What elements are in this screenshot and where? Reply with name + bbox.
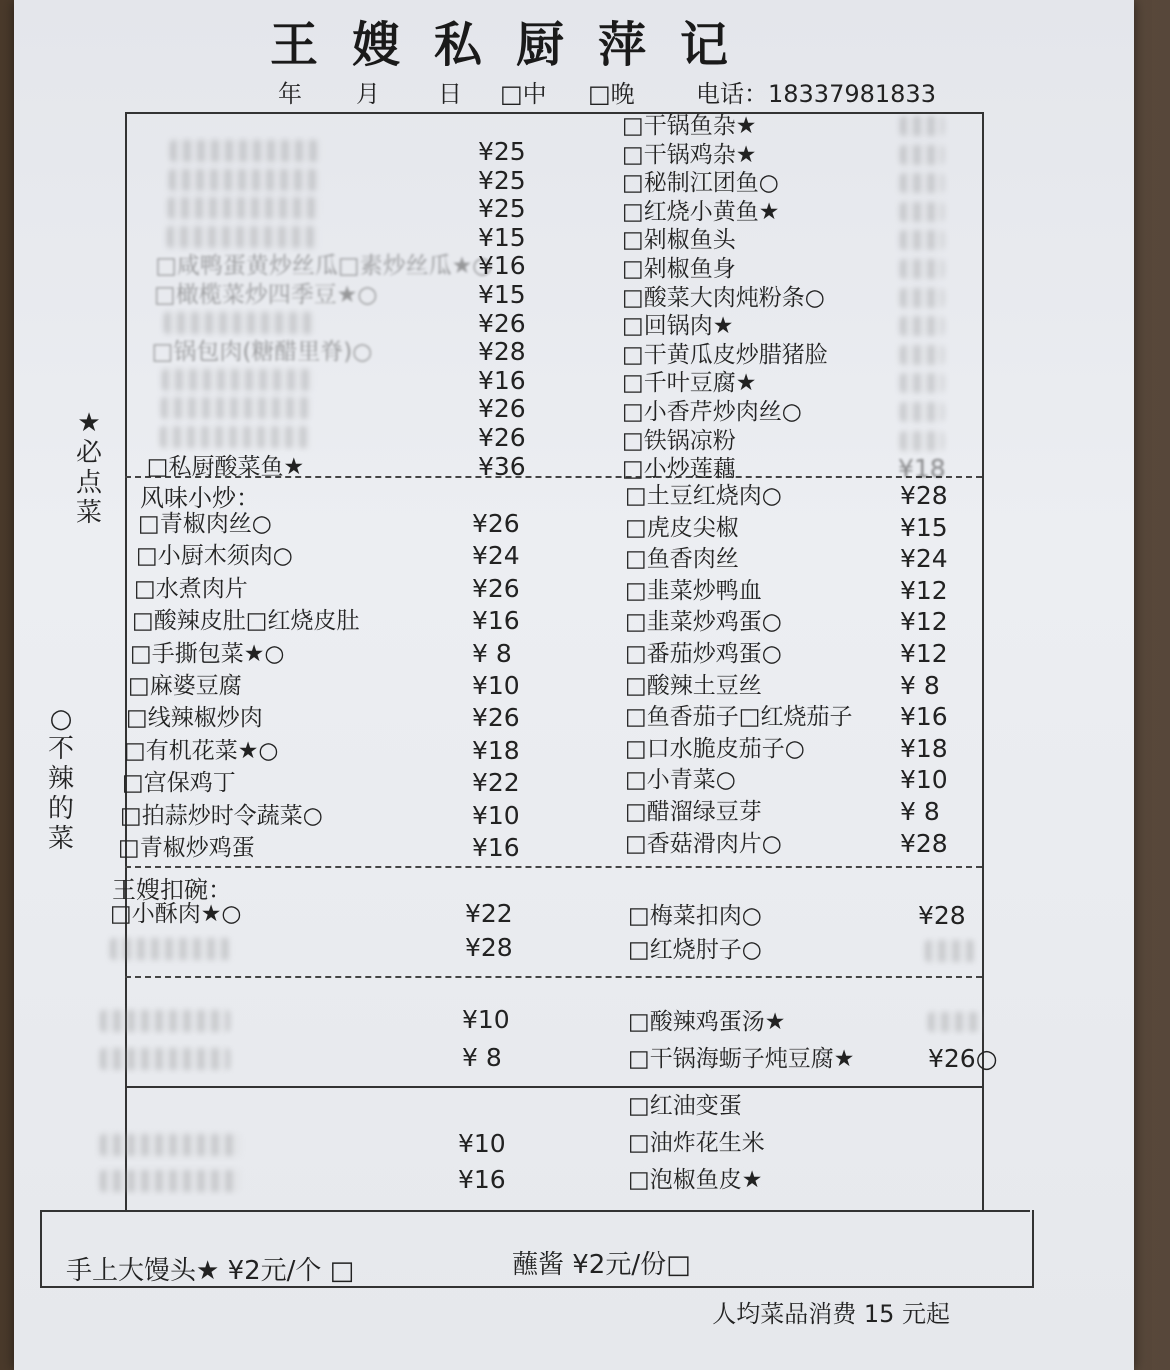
menu-item[interactable]: □有机花菜★○ (124, 737, 279, 764)
menu-price: ¥10 (462, 1005, 510, 1034)
menu-item[interactable]: □油炸花生米 (628, 1130, 765, 1156)
menu-price: ¥16 (478, 365, 526, 395)
menu-price: ¥26 (472, 573, 520, 603)
menu-item[interactable]: □酸辣土豆丝 (625, 672, 762, 699)
menu-price: ¥24 (472, 541, 520, 571)
dinner-checkbox[interactable]: □晚 (588, 80, 635, 108)
section-heading-bowls: 王嫂扣碗： (112, 876, 232, 904)
menu-item[interactable]: □番茄炒鸡蛋○ (625, 641, 782, 667)
redacted-price (900, 402, 944, 422)
redacted-item (100, 1170, 240, 1192)
redacted-item (167, 226, 317, 248)
menu-item[interactable]: □秘制江团鱼○ (622, 170, 779, 197)
menu-item[interactable]: □水煮肉片 (134, 575, 248, 602)
menu-price: ¥10 (900, 765, 948, 795)
redacted-item (160, 426, 310, 448)
menu-item[interactable]: □青椒炒鸡蛋 (118, 835, 255, 861)
mantou-option[interactable]: 手上大馒头★ ¥2元/个 □ (66, 1256, 355, 1286)
menu-item[interactable]: □酸辣皮肚□红烧皮肚 (132, 608, 360, 635)
not-spicy-label: ○不辣的菜 (47, 704, 74, 854)
menu-item[interactable]: □铁锅凉粉 (622, 427, 736, 454)
menu-price: ¥15 (900, 512, 948, 542)
menu-price: ¥26 (478, 394, 526, 424)
menu-item[interactable]: □鱼香茄子□红烧茄子 (625, 704, 853, 731)
menu-item[interactable]: □口水脆皮茄子○ (625, 735, 805, 762)
menu-price: ¥26 (472, 509, 520, 538)
menu-price: ¥16 (900, 702, 948, 732)
menu-item[interactable]: □酸辣鸡蛋汤★ (628, 1009, 786, 1035)
redacted-item (164, 312, 314, 334)
menu-item[interactable]: □虎皮尖椒 (625, 514, 739, 541)
menu-price: ¥28 (900, 828, 948, 858)
menu-item[interactable]: □红油变蛋 (628, 1093, 742, 1119)
menu-price: ¥18 (472, 735, 520, 765)
menu-item[interactable]: □土豆红烧肉○ (625, 483, 782, 509)
redacted-price (925, 940, 975, 962)
must-order-label: ★必点菜 (75, 408, 102, 528)
menu-price: ¥24 (900, 544, 948, 574)
menu-price: ¥16 (458, 1165, 506, 1194)
menu-price: ¥26 (478, 308, 526, 338)
menu-price: ¥10 (472, 800, 520, 830)
redacted-price (900, 173, 944, 193)
menu-price: ¥12 (900, 575, 948, 605)
menu-price: ¥28 (465, 933, 513, 962)
redacted-item (169, 169, 319, 191)
menu-price: ¥ 8 (900, 797, 940, 826)
minimum-spend-note: 人均菜品消费 15 元起 (712, 1300, 950, 1328)
restaurant-title: 王嫂私厨萍记 (270, 17, 763, 73)
menu-item[interactable]: □干锅鸡杂★ (622, 141, 757, 168)
menu-price: ¥12 (900, 639, 948, 668)
menu-item[interactable]: □韭菜炒鸡蛋○ (625, 609, 782, 636)
phone-number: 电话：18337981833 (696, 80, 936, 108)
redacted-item (162, 369, 312, 391)
menu-item[interactable]: □小厨木须肉○ (136, 543, 293, 570)
menu-price: ¥26 (472, 703, 520, 733)
menu-item[interactable]: □锅包肉(糖醋里脊)○ (151, 339, 373, 366)
menu-item[interactable]: □回锅肉★ (622, 313, 734, 340)
menu-item[interactable]: □小香芹炒肉丝○ (622, 399, 802, 425)
menu-price: ¥28 (918, 901, 966, 930)
menu-item[interactable]: □韭菜炒鸭血 (625, 577, 762, 604)
menu-price: ¥36 (478, 451, 526, 481)
redacted-item (170, 140, 320, 162)
menu-item[interactable]: □青椒肉丝○ (138, 511, 272, 537)
menu-item[interactable]: □小酥肉★○ (110, 901, 242, 927)
menu-price: ¥16 (478, 251, 526, 281)
menu-item[interactable]: □泡椒鱼皮★ (628, 1167, 763, 1193)
menu-item[interactable]: □酸菜大肉炖粉条○ (622, 284, 825, 311)
lunch-checkbox[interactable]: □中 (500, 80, 547, 108)
menu-price: ¥ 8 (900, 670, 940, 700)
menu-price: ¥18 (900, 733, 948, 763)
month-label: 月 (356, 80, 380, 108)
menu-item[interactable]: □红烧肘子○ (628, 937, 762, 963)
year-label: 年 (278, 80, 302, 108)
redacted-item (161, 397, 311, 419)
redacted-price (928, 1012, 982, 1032)
menu-price: ¥26 (478, 423, 526, 452)
menu-item[interactable]: □剁椒鱼头 (622, 227, 736, 254)
top-border (125, 112, 982, 114)
redacted-price (900, 431, 944, 451)
menu-item[interactable]: □手撕包菜★○ (130, 640, 285, 667)
redacted-item (110, 938, 230, 960)
menu-item[interactable]: □鱼香肉丝 (625, 546, 739, 573)
menu-item[interactable]: □拍蒜炒时令蔬菜○ (120, 802, 323, 829)
redacted-price (900, 202, 944, 222)
redacted-item (100, 1134, 240, 1156)
menu-item[interactable]: □线辣椒炒肉 (126, 705, 263, 732)
redacted-price (900, 373, 944, 393)
menu-price: ¥16 (472, 833, 520, 862)
day-label: 日 (438, 80, 462, 108)
menu-item[interactable]: □干锅鱼杂★ (622, 113, 757, 139)
menu-item[interactable]: □千叶豆腐★ (622, 370, 757, 397)
redacted-price (900, 145, 944, 165)
redacted-item (100, 1010, 230, 1032)
menu-item[interactable]: □麻婆豆腐 (128, 673, 242, 699)
menu-price: ¥28 (900, 481, 948, 510)
menu-price: ¥22 (472, 768, 520, 798)
menu-item[interactable]: □香菇滑肉片○ (625, 830, 782, 857)
menu-price: ¥15 (478, 222, 526, 252)
menu-price: ¥12 (900, 607, 948, 637)
menu-item[interactable]: □宫保鸡丁 (122, 770, 236, 797)
redacted-price (900, 259, 944, 279)
menu-item[interactable]: □梅菜扣肉○ (628, 903, 762, 929)
menu-price: ¥15 (478, 280, 526, 309)
menu-price: ¥26○ (928, 1044, 998, 1073)
menu-item[interactable]: □小炒莲藕 (622, 456, 736, 483)
menu-item[interactable]: □私厨酸菜鱼★ (146, 453, 305, 480)
menu-item[interactable]: □干黄瓜皮炒腊猪脸 (622, 341, 828, 368)
redacted-price (900, 116, 944, 136)
menu-price: ¥22 (465, 899, 513, 928)
menu-price: ¥16 (472, 606, 520, 636)
menu-item[interactable]: □小青菜○ (625, 767, 736, 794)
menu-price: ¥ 8 (472, 638, 512, 668)
redacted-price (900, 288, 944, 308)
sauce-option[interactable]: 蘸酱 ¥2元/份□ (512, 1250, 691, 1280)
redacted-item (100, 1048, 230, 1070)
menu-price: ¥25 (478, 194, 526, 224)
menu-item[interactable]: □咸鸭蛋黄炒丝瓜□素炒丝瓜★○ (155, 253, 493, 280)
menu-item[interactable]: □醋溜绿豆芽 (625, 799, 762, 825)
menu-item[interactable]: □剁椒鱼身 (622, 256, 736, 282)
menu-price: ¥25 (478, 137, 526, 166)
redacted-item (168, 197, 318, 219)
menu-price: ¥10 (458, 1129, 506, 1158)
divider-bowls (125, 976, 982, 978)
menu-item[interactable]: □橄榄菜炒四季豆★○ (154, 282, 378, 308)
divider-soups (125, 1086, 982, 1088)
menu-item[interactable]: □干锅海蛎子炖豆腐★ (628, 1046, 855, 1072)
menu-price: ¥28 (478, 337, 526, 367)
menu-price: ¥ 8 (462, 1043, 502, 1072)
menu-item[interactable]: □红烧小黄鱼★ (622, 198, 780, 225)
redacted-price (900, 345, 944, 365)
redacted-price (900, 230, 944, 250)
menu-price: ¥18 (898, 454, 946, 484)
menu-price: ¥10 (472, 671, 520, 700)
menu-price: ¥25 (478, 165, 526, 195)
divider-stir-fry (125, 866, 982, 868)
section-heading-stir-fry: 风味小炒： (140, 484, 260, 512)
redacted-price (900, 316, 944, 336)
